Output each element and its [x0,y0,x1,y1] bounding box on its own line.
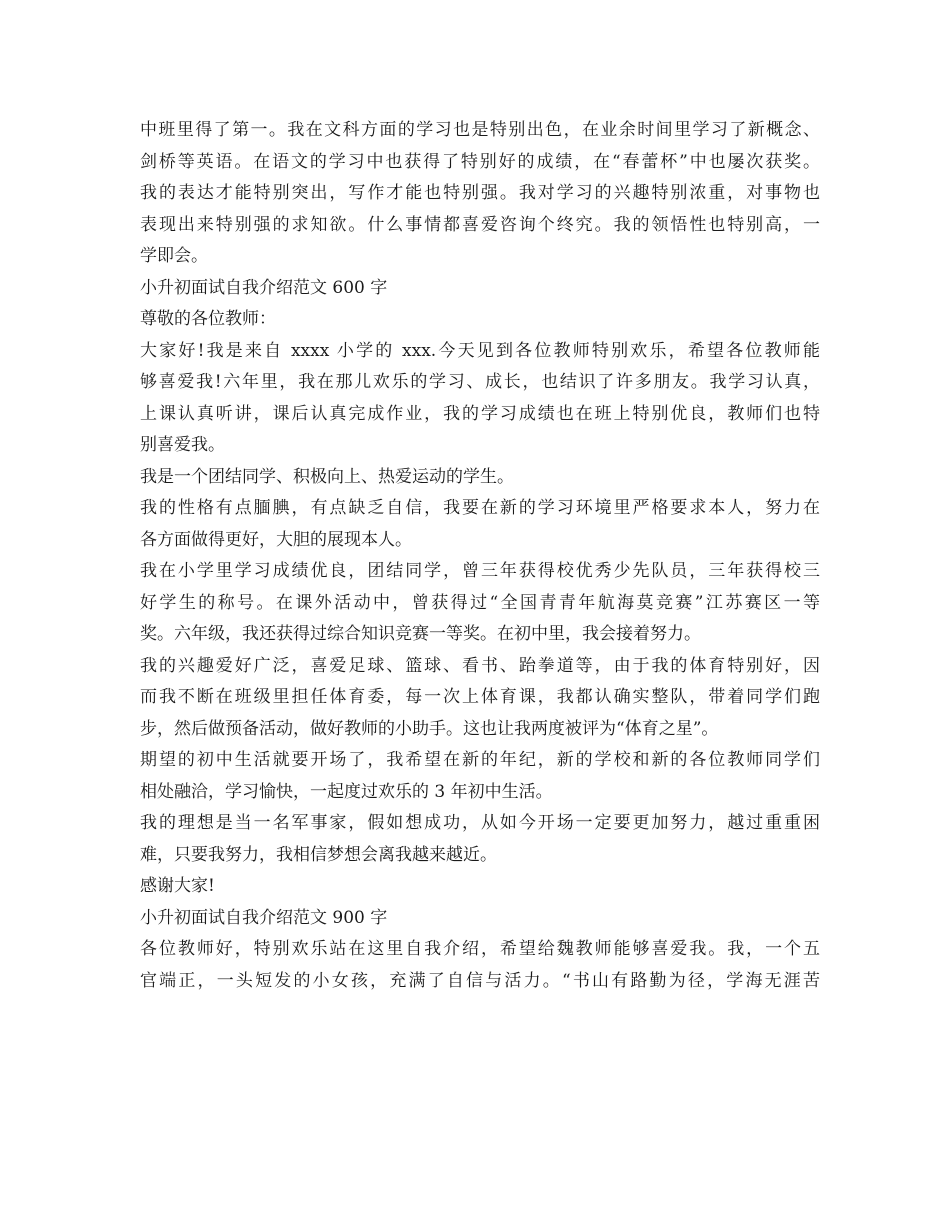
text-line: 剑桥等英语。在语文的学习中也获得了特别好的成绩，在“春蕾杯”中也屡次获奖。 [140,151,820,172]
text-line: 好学生的称号。在课外活动中，曾获得过“全国青青年航海莫竞赛”江苏赛区一等 [140,592,820,613]
text-line: 步，然后做预备活动，做好教师的小助手。这也让我两度被评为“体育之星”。 [140,718,719,739]
text-line: 我的兴趣爱好广泛，喜爱足球、篮球、看书、跆拳道等，由于我的体育特别好，因 [140,655,820,676]
text-line: 尊敬的各位教师： [140,309,276,329]
text-line: 小升初面试自我介绍范文 600 字 [140,277,388,298]
text-line: 感谢大家! [140,876,215,896]
text-line: 小升初面试自我介绍范文 900 字 [140,907,388,928]
text-line: 别喜爱我。 [140,435,225,455]
text-line: 学即会。 [140,246,208,266]
text-line: 各方面做得更好，大胆的展现本人。 [140,529,412,550]
text-line: 我的性格有点腼腆，有点缺乏自信，我要在新的学习环境里严格要求本人，努力在 [140,498,820,518]
text-line: 官端正，一头短发的小女孩，充满了自信与活力。“书山有路勤为径，学海无涯苦 [140,970,820,991]
text-line: 我在小学里学习成绩优良，团结同学，曾三年获得校优秀少先队员，三年获得校三 [140,561,820,581]
text-line: 我的表达才能特别突出，写作才能也特别强。我对学习的兴趣特别浓重，对事物也 [140,183,820,203]
text-line: 上课认真听讲，课后认真完成作业，我的学习成绩也在班上特别优良，教师们也特 [140,403,820,424]
text-line: 期望的初中生活就要开场了，我希望在新的年纪，新的学校和新的各位教师同学们 [140,750,820,770]
text-line: 奖。六年级，我还获得过综合知识竞赛一等奖。在初中里，我会接着努力。 [140,624,701,644]
text-line: 各位教师好，特别欢乐站在这里自我介绍，希望给魏教师能够喜爱我。我，一个五 [140,939,820,959]
text-line: 相处融洽，学习愉快，一起度过欢乐的 3 年初中生活。 [140,781,553,802]
text-line: 我的理想是当一名军事家，假如想成功，从如今开场一定要更加努力，越过重重困 [140,813,820,833]
text-line: 难，只要我努力，我相信梦想会离我越来越近。 [140,844,497,865]
text-line: 表现出来特别强的求知欲。什么事情都喜爱咨询个终究。我的领悟性也特别高，一 [140,214,820,235]
text-line: 我是一个团结同学、积极向上、热爱运动的学生。 [140,466,514,487]
text-line: 而我不断在班级里担任体育委，每一次上体育课，我都认确实整队，带着同学们跑 [140,687,820,707]
text-line: 中班里得了第一。我在文科方面的学习也是特别出色，在业余时间里学习了新概念、 [140,120,820,140]
document-body [140,115,820,997]
text-line: 大家好!我是来自 xxxx 小学的 xxx.今天见到各位教师特别欢乐，希望各位教师能 [140,340,820,361]
text-line: 够喜爱我!六年里，我在那儿欢乐的学习、成长，也结识了许多朋友。我学习认真， [140,372,820,392]
